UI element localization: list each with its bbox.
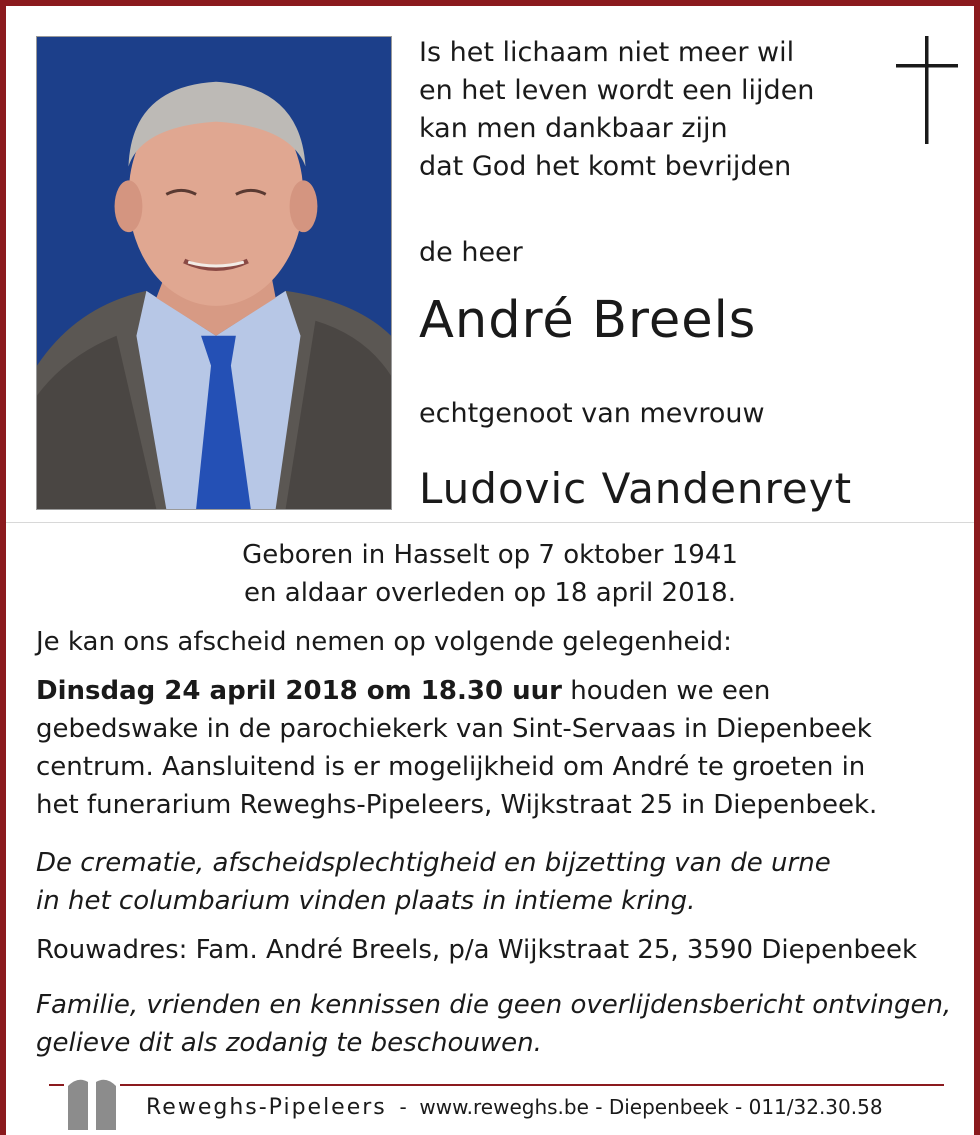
poem-line: Is het lichaam niet meer wil: [419, 37, 795, 68]
wake-line: centrum. Aansluitend is er mogelijkheid om André te groeten in: [36, 752, 866, 782]
deceased-name: André Breels: [419, 291, 757, 350]
wake-line: [36, 672, 960, 710]
footer-company: Reweghs-Pipeleers: [146, 1095, 387, 1120]
mourning-address: [36, 931, 960, 969]
poem-line: en het leven wordt een lijden: [419, 75, 815, 106]
footer-details: - www.reweghs.be - Diepenbeek - 011/32.30.58: [386, 1095, 883, 1119]
farewell-intro: [36, 623, 960, 661]
mourning-address-text: Rouwadres: Fam. André Breels, p/a Wijkstraat 25, 3590 Diepenbeek: [36, 935, 918, 965]
salutation: de heer: [419, 237, 523, 268]
cremation-line: De crematie, afscheidsplechtigheid en bijzetting van de urne: [36, 848, 831, 878]
death-line: en aldaar overleden op 18 april 2018.: [244, 578, 736, 608]
cross-icon: [896, 36, 958, 144]
poem-line: kan men dankbaar zijn: [419, 113, 728, 144]
family-line: Familie, vrienden en kennissen die geen overlijdensbericht ontvingen,: [36, 990, 952, 1020]
farewell-intro-text: Je kan ons afscheid nemen op volgende gelegenheid:: [36, 627, 732, 657]
footer-rule: [49, 1084, 944, 1086]
family-note: [36, 986, 960, 1062]
prayer-vigil-paragraph: [36, 672, 960, 824]
relation-text: echtgenoot van mevrouw: [419, 398, 765, 429]
wake-line: gebedswake in de parochiekerk van Sint-Servaas in Diepenbeek: [36, 714, 872, 744]
family-line: gelieve dit als zodanig te beschouwen.: [36, 1028, 542, 1058]
funeral-home-logo-icon: [64, 1072, 120, 1130]
wake-line: het funerarium Reweghs-Pipeleers, Wijkstraat 25 in Diepenbeek.: [36, 790, 878, 820]
wake-date: Dinsdag 24 april 2018 om 18.30 uur: [36, 676, 562, 706]
poem: [419, 34, 814, 186]
cremation-note: [36, 844, 960, 920]
footer-contact: [146, 1094, 883, 1121]
birth-line: Geboren in Hasselt op 7 oktober 1941: [242, 540, 738, 570]
poem-line: dat God het komt bevrijden: [419, 151, 792, 182]
spouse-name: Ludovic Vandenreyt: [419, 464, 853, 513]
portrait-photo: [36, 36, 392, 510]
birth-death-dates: [6, 536, 974, 612]
wake-line-rest: houden we een: [561, 676, 771, 706]
cremation-line: in het columbarium vinden plaats in intieme kring.: [36, 886, 696, 916]
divider: [6, 522, 974, 523]
